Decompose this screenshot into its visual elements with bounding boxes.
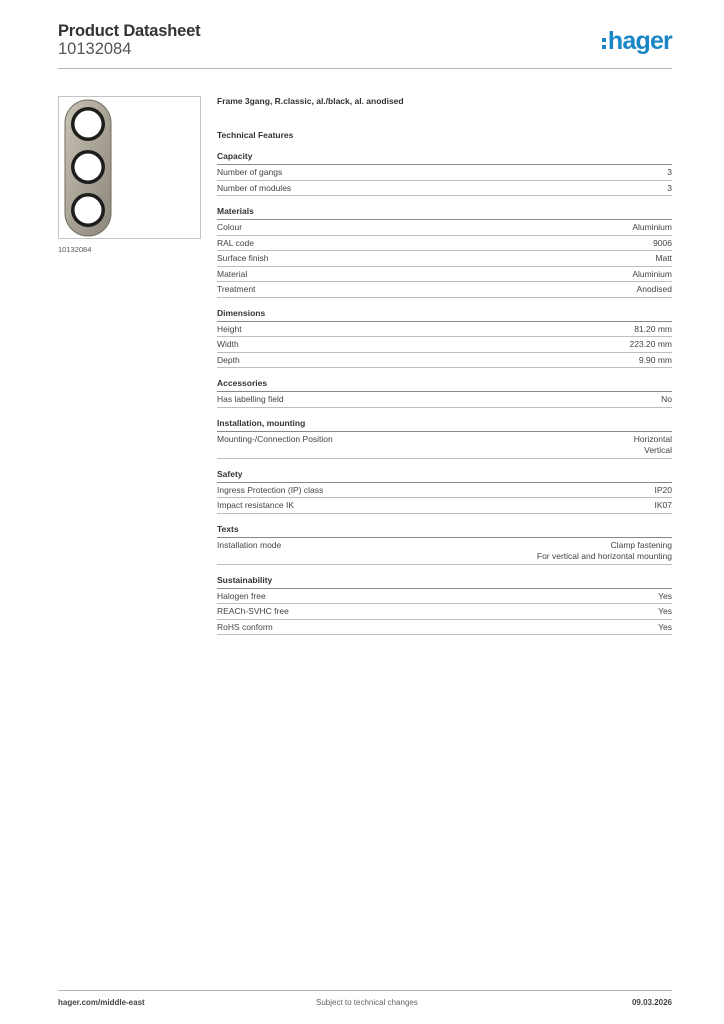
spec-value-line: Vertical — [644, 445, 672, 455]
spec-label: REACh-SVHC free — [217, 606, 289, 616]
logo-text: hager — [607, 27, 672, 55]
spec-value — [634, 324, 672, 336]
product-image — [58, 96, 201, 239]
spec-value — [655, 485, 673, 497]
section-title: Safety — [217, 469, 672, 483]
section-dimensions — [217, 308, 672, 369]
spec-value-line: Horizontal — [633, 433, 672, 444]
footer-website: hager.com/middle-east — [58, 998, 145, 1007]
spec-value — [639, 355, 672, 367]
spec-row — [217, 483, 672, 499]
spec-value-line: Yes — [658, 621, 672, 632]
spec-row — [217, 165, 672, 181]
spec-label: Ingress Protection (IP) class — [217, 484, 324, 495]
spec-value — [537, 540, 672, 563]
section-texts — [217, 524, 672, 565]
logo-colon-icon — [602, 38, 606, 49]
spec-row — [217, 498, 672, 514]
section-capacity — [217, 151, 672, 196]
section-accessories — [217, 378, 672, 408]
spec-row — [217, 589, 672, 605]
spec-row — [217, 322, 672, 338]
spec-row — [217, 337, 672, 353]
section-title: Capacity — [217, 151, 672, 165]
spec-value-line: 9006 — [653, 237, 672, 248]
spec-label: Height — [217, 323, 242, 334]
spec-value — [637, 284, 672, 296]
spec-value — [658, 591, 672, 603]
spec-value-line: 81.20 mm — [634, 323, 672, 334]
spec-value — [629, 339, 672, 351]
spec-label: Depth — [217, 354, 240, 365]
spec-row — [217, 538, 672, 565]
spec-value-line: Anodised — [636, 284, 672, 294]
image-caption: 10132084 — [58, 245, 92, 254]
spec-value-line: 3 — [667, 167, 672, 177]
spec-row — [217, 620, 672, 636]
spec-value-line: Yes — [658, 606, 672, 616]
hager-logo — [602, 26, 672, 56]
spec-row — [217, 220, 672, 236]
spec-row — [217, 236, 672, 252]
spec-label: Has labelling field — [217, 394, 284, 404]
spec-value — [667, 167, 672, 179]
spec-row — [217, 353, 672, 369]
footer-date: 09.03.2026 — [631, 998, 672, 1007]
spec-value — [658, 606, 672, 618]
spec-value-line: Yes — [658, 590, 672, 601]
section-title: Accessories — [217, 378, 672, 392]
spec-value — [632, 222, 672, 234]
feature-sections — [217, 151, 672, 635]
frame-3gang-icon — [59, 97, 200, 238]
spec-label: Colour — [217, 222, 243, 232]
product-name: Frame 3gang, R.classic, al./black, al. anodised — [217, 96, 404, 106]
spec-value-line: Matt — [655, 253, 672, 263]
section-safety — [217, 469, 672, 514]
spec-value-line: Aluminium — [632, 222, 672, 232]
spec-label: Halogen free — [217, 590, 266, 601]
spec-label: RoHS conform — [217, 621, 273, 632]
spec-value — [658, 622, 672, 634]
spec-value — [655, 253, 672, 265]
spec-label: Number of gangs — [217, 167, 283, 177]
spec-row — [217, 392, 672, 408]
section-title: Materials — [217, 206, 672, 220]
spec-label: Material — [217, 268, 248, 279]
spec-row — [217, 282, 672, 298]
spec-row — [217, 604, 672, 620]
spec-value-line: No — [661, 394, 672, 404]
section-title: Sustainability — [217, 575, 672, 589]
section-title: Dimensions — [217, 308, 672, 322]
header-divider — [58, 68, 672, 69]
spec-row — [217, 251, 672, 267]
datasheet-content — [217, 96, 672, 645]
spec-value — [653, 238, 672, 250]
spec-value — [634, 434, 672, 457]
technical-features-heading: Technical Features — [217, 130, 294, 140]
spec-label: RAL code — [217, 237, 255, 248]
spec-value-line: IK07 — [654, 500, 672, 510]
section-title: Installation, mounting — [217, 418, 672, 432]
spec-label: Number of modules — [217, 182, 292, 193]
spec-label: Surface finish — [217, 253, 269, 263]
spec-row — [217, 267, 672, 283]
section-installation-mounting — [217, 418, 672, 459]
spec-value-line: Clamp fastening — [610, 539, 672, 550]
spec-label: Impact resistance IK — [217, 500, 295, 510]
section-title: Texts — [217, 524, 672, 538]
spec-value-line: 223.20 mm — [629, 339, 672, 349]
footer-notice: Subject to technical changes — [316, 998, 418, 1007]
spec-value-line: For vertical and horizontal mounting — [536, 551, 672, 561]
spec-row — [217, 181, 672, 197]
spec-label: Mounting-/Connection Position — [217, 433, 333, 444]
page-header — [58, 22, 672, 70]
spec-row — [217, 432, 672, 459]
product-number: 10132084 — [58, 40, 132, 58]
spec-value — [632, 269, 672, 281]
section-materials — [217, 206, 672, 298]
spec-value — [661, 394, 672, 406]
footer-divider — [58, 990, 672, 991]
spec-value-line: 3 — [667, 182, 672, 193]
spec-value-line: Aluminium — [632, 268, 672, 279]
spec-value — [655, 500, 673, 512]
spec-label: Installation mode — [217, 539, 282, 550]
section-sustainability — [217, 575, 672, 636]
document-title: Product Datasheet — [58, 22, 201, 40]
spec-label: Width — [217, 339, 239, 349]
spec-value-line: IP20 — [654, 484, 672, 495]
spec-value-line: 9.90 mm — [638, 354, 672, 365]
spec-label: Treatment — [217, 284, 256, 294]
spec-value — [667, 183, 672, 195]
